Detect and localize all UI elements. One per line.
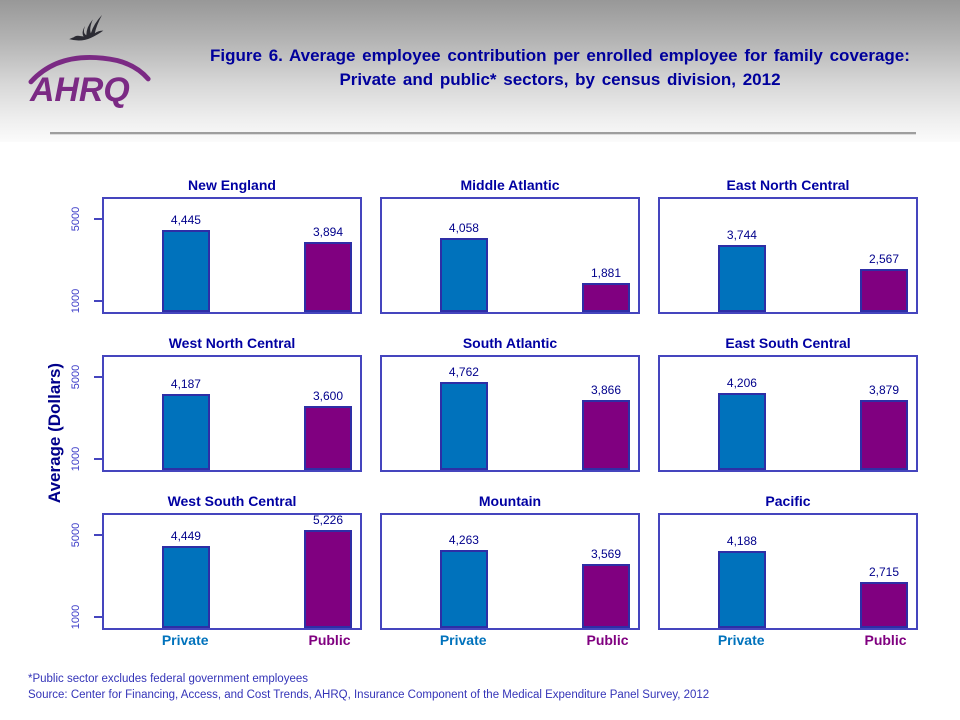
y-tick-label: 5000 [70,206,82,232]
figure-title: Figure 6. Average employee contribution per enrolled employee for family coverage: Private and public* sectors, by census division, 2012 [210,46,910,89]
y-tick-mark [94,300,102,302]
y-tick-label: 1000 [70,288,82,313]
private-bar [440,238,489,312]
panel-title-east-south-central: East South Central [725,335,851,351]
hhs-eagle-icon [60,4,106,48]
y-tick-mark [94,218,102,220]
chart-panel-west-north-central [70,333,362,472]
y-tick-label: 5000 [70,364,82,390]
header-band [0,0,960,142]
plot-area-east-north-central [658,197,918,314]
chart-panel-west-south-central [70,491,362,648]
chart-panel-pacific [658,491,918,648]
bar-value-label: 4,188 [726,534,757,549]
bar-value-label: 3,894 [312,224,344,239]
bar-value-label: 3,600 [312,388,344,403]
chart-panel-middle-atlantic [380,175,640,314]
panel-title-west-south-central: West South Central [167,493,297,509]
plot-area-west-south-central [70,513,362,630]
private-bar [162,546,211,628]
chart-panel-south-atlantic [380,333,640,472]
public-bar [860,269,909,312]
y-tick-mark [94,376,102,378]
chart-panel-east-north-central [658,175,918,314]
panel-title-middle-atlantic: Middle Atlantic [460,177,560,193]
ahrq-logo [28,4,158,116]
private-bar [718,551,767,628]
public-bar [582,400,631,470]
private-bar [718,393,767,470]
public-bar [304,242,353,313]
x-label-private: Private [439,632,487,648]
panel-title-pacific: Pacific [765,493,811,509]
public-bar [582,564,631,628]
y-axis-label: Average (Dollars) [45,362,64,504]
private-bar [440,382,489,470]
bar-value-label: 2,715 [868,564,900,579]
bar-value-label: 4,762 [448,364,479,379]
chart-panel-new-england [70,175,362,314]
y-tick-label: 5000 [70,522,82,548]
footnote-asterisk: *Public sector excludes federal government employees [28,673,308,685]
bar-value-label: 4,449 [170,529,201,544]
plot-area-south-atlantic [380,355,640,472]
ahrq-wordmark [28,46,154,108]
plot-area-mountain [380,513,640,630]
panel-title-mountain: Mountain [478,493,542,509]
x-axis-labels [658,632,918,650]
x-axis-labels [380,632,640,650]
footnotes [28,671,709,703]
public-bar [860,582,909,628]
plot-area-east-south-central [658,355,918,472]
panel-title-south-atlantic: South Atlantic [462,335,558,351]
bar-value-label: 3,866 [590,383,622,398]
public-bar [304,530,353,628]
plot-area-west-north-central [70,355,362,472]
bar-value-label: 2,567 [868,251,900,266]
x-label-public: Public [864,632,907,648]
header-divider [50,132,916,135]
private-bar [162,230,211,312]
plot-area-pacific [658,513,918,630]
bar-value-label: 4,263 [448,532,479,547]
x-axis-labels [102,632,362,650]
x-label-public: Public [586,632,629,648]
private-bar [718,245,767,312]
y-tick-mark [94,534,102,536]
public-bar [860,400,909,470]
plot-area-new-england [70,197,362,314]
y-tick-mark [94,458,102,460]
chart-panel-mountain [380,491,640,648]
bar-value-label: 4,187 [170,376,201,391]
y-tick-label: 1000 [70,604,82,629]
private-bar [162,394,211,471]
x-label-private: Private [717,632,765,648]
bar-value-label: 4,445 [170,213,201,228]
bar-value-label: 4,206 [726,376,757,391]
footnote-source: Source: Center for Financing, Access, and Cost Trends, AHRQ, Insurance Component of the Medical Expenditure Panel Survey, 2012 [28,689,710,701]
panel-title-east-north-central: East North Central [726,177,850,193]
y-tick-label: 1000 [70,446,82,471]
chart-panel-east-south-central [658,333,918,472]
bar-value-label: 3,879 [868,382,900,397]
panel-title-new-england: New England [188,177,276,193]
bar-value-label: 1,881 [590,265,622,280]
bar-value-label: 3,569 [590,547,622,562]
public-bar [582,283,631,312]
x-label-private: Private [161,632,209,648]
y-tick-mark [94,616,102,618]
plot-area-middle-atlantic [380,197,640,314]
svg-text:AHRQ: AHRQ [29,71,130,108]
charts-grid [70,175,918,648]
x-label-public: Public [308,632,351,648]
bar-value-label: 5,226 [312,513,344,528]
public-bar [304,406,353,470]
private-bar [440,550,489,628]
bar-value-label: 4,058 [448,221,479,236]
panel-title-west-north-central: West North Central [168,335,296,351]
bar-value-label: 3,744 [726,227,757,242]
